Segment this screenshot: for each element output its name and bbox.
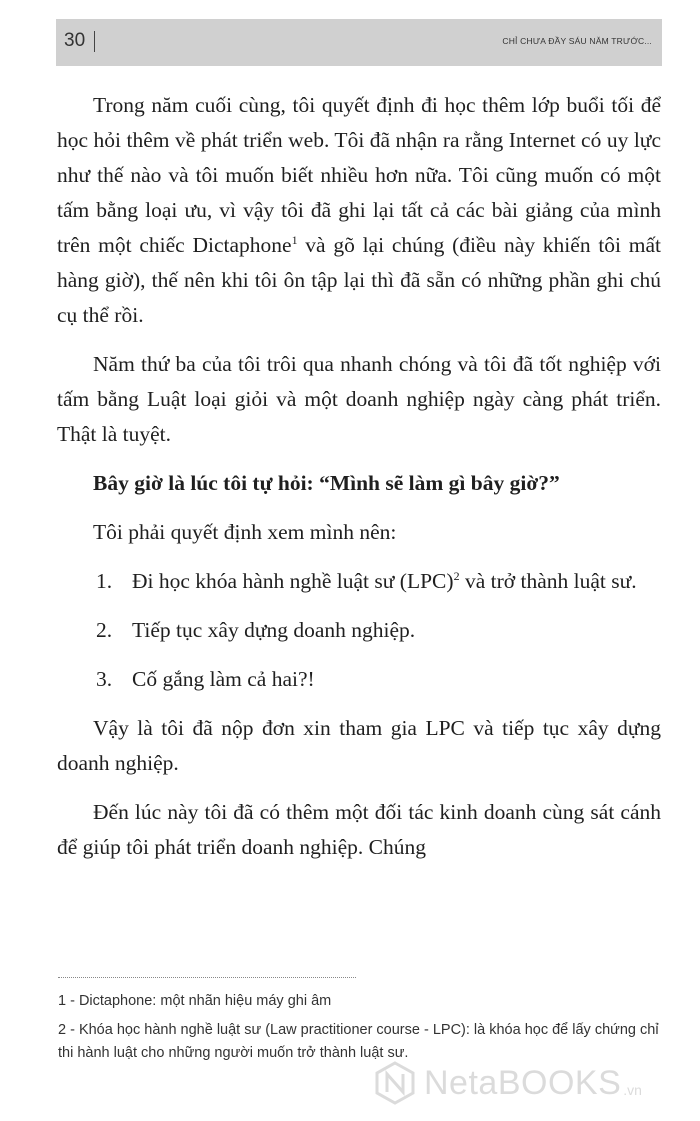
watermark [372,1058,682,1108]
body-text [57,88,661,879]
page-header [56,19,662,66]
watermark-suffix: .vn [623,1082,642,1098]
list-item-text: Tiếp tục xây dựng doanh nghiệp. [132,618,416,642]
list-item-number: 3. [96,667,113,691]
list-item [57,564,661,599]
footnote-1: 1 - Dictaphone: một nhãn hiệu máy ghi âm [58,993,332,1009]
paragraph-1-text-b: và gõ lại chúng (điều này khiến tôi mất hàng giờ), thế nên khi tôi ôn tập lại thì đã sẵn có những phần ghi chú cụ thể rồi. [57,233,661,327]
footnote-divider [58,977,356,978]
list-item-text: Đi học khóa hành nghề luật sư (LPC) [132,569,454,593]
list-item-text-b: và trở thành luật sư. [459,569,637,593]
paragraph-5: Vậy là tôi đã nộp đơn xin tham gia LPC và tiếp tục xây dựng doanh nghiệp. [57,716,661,775]
paragraph-1-text-a: Trong năm cuối cùng, tôi quyết định đi học thêm lớp buổi tối để học hỏi thêm về phát triển web. Tôi đã nhận ra rằng Internet có uy lực như thế nào và tôi muốn biết nhiều hơn nữa. Tôi cũng muốn có một tấm bằng loại ưu, vì vậy tôi đã ghi lại tất cả các bài giảng của mình trên một chiếc Dictaphone [57,93,661,257]
list-item [57,662,661,697]
footnote-2: 2 - Khóa học hành nghề luật sư (Law practitioner course - LPC): là khóa học để lấy chứng chỉ thi hành luật cho những người muốn trở thành luật sư. [58,1022,659,1061]
header-separator [94,31,95,52]
footnote-ref-2: 2 [453,568,460,583]
options-list [57,564,661,697]
list-item [57,613,661,648]
paragraph-2: Năm thứ ba của tôi trôi qua nhanh chóng và tôi đã tốt nghiệp với tấm bằng Luật loại giỏi và một doanh nghiệp ngày càng phát triển. Thật là tuyệt. [57,352,661,446]
netabooks-logo-icon [372,1060,418,1106]
running-title: CHỈ CHƯA ĐẦY SÁU NĂM TRƯỚC... [502,36,652,46]
paragraph-1 [57,88,661,333]
footnote-ref-1: 1 [291,232,298,247]
paragraph-3-question: Bây giờ là lúc tôi tự hỏi: “Mình sẽ làm gì bây giờ?” [93,471,560,495]
list-item-text: Cố gắng làm cả hai?! [132,667,315,691]
paragraph-4: Tôi phải quyết định xem mình nên: [93,520,397,544]
paragraph-6: Đến lúc này tôi đã có thêm một đối tác kinh doanh cùng sát cánh để giúp tôi phát triển doanh nghiệp. Chúng [57,800,661,859]
watermark-brand: NetaBOOKS [424,1063,622,1102]
list-item-number: 2. [96,618,113,642]
list-item-number: 1. [96,569,113,593]
page-number: 30 [64,30,86,51]
